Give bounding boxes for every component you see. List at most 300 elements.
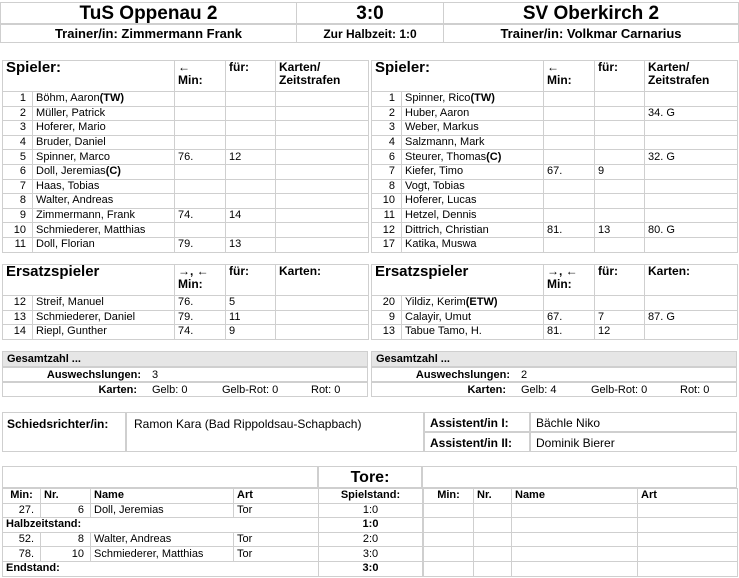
home-subs-count: 3: [152, 369, 159, 381]
cards-label-b: Zeitstrafen: [648, 73, 710, 87]
assistant2-value-cell: [530, 432, 737, 452]
endstand-score: 3:0: [319, 561, 423, 576]
player-name-cell: [402, 223, 544, 238]
player-name-cell: [33, 150, 175, 165]
player-name-cell: [402, 237, 544, 252]
player-number: 12: [3, 296, 33, 311]
player-number: 1: [372, 92, 402, 107]
assistant1-value-cell: [530, 412, 737, 432]
player-sub-for: 14: [226, 208, 276, 223]
player-number: 10: [372, 194, 402, 209]
assistant2-label-cell: [424, 432, 530, 452]
player-sub-minute: [175, 92, 226, 107]
player-card: [276, 194, 369, 209]
player-sub-for: 9: [226, 325, 276, 340]
player-name: Salzmann, Mark: [405, 136, 485, 149]
player-sub-for: [595, 106, 645, 121]
player-row: [3, 208, 369, 223]
player-number: 12: [372, 223, 402, 238]
player-row: [3, 92, 369, 107]
player-sub-minute: [544, 194, 595, 209]
player-sub-minute: 76.: [175, 296, 226, 311]
player-sub-for: [595, 150, 645, 165]
endstand-label: Endstand:: [3, 561, 319, 576]
player-name: Hoferer, Lucas: [405, 194, 477, 207]
player-row: [372, 179, 738, 194]
player-name: Kiefer, Timo: [405, 165, 464, 178]
player-name: Calayir, Umut: [405, 310, 472, 323]
home-trainer: Trainer/in: Zimmermann Frank: [54, 26, 243, 41]
player-sub-for: [226, 164, 276, 179]
goal-name: Walter, Andreas: [91, 532, 234, 547]
player-sub-minute: 76.: [175, 150, 226, 165]
home-yellow-red: Gelb-Rot: 0: [222, 384, 279, 396]
player-card: [276, 310, 369, 325]
away-lineup-table: [371, 60, 738, 253]
player-sub-minute: [175, 164, 226, 179]
player-name: Haas, Tobias: [36, 179, 100, 192]
player-name-cell: [33, 179, 175, 194]
min-arrow: ←: [178, 60, 190, 74]
player-card: [645, 296, 738, 311]
player-name-cell: [33, 208, 175, 223]
goals-name-header: Name: [91, 489, 234, 504]
min-label: Min:: [178, 277, 203, 291]
player-card: [645, 208, 738, 223]
player-card: [645, 194, 738, 209]
cards-label: Karten:: [648, 264, 691, 278]
away-subs-body: [372, 296, 738, 340]
player-row: [372, 310, 738, 325]
player-sub-minute: [175, 194, 226, 209]
player-name-cell: [402, 194, 544, 209]
player-sub-for: 7: [595, 310, 645, 325]
goal-nr: 10: [41, 547, 91, 562]
player-sub-minute: [544, 150, 595, 165]
referee-name: Ramon Kara (Bad Rippoldsau-Schapbach): [134, 417, 362, 431]
home-players-body: [3, 92, 369, 253]
player-sub-for: [595, 208, 645, 223]
player-row: [3, 325, 369, 340]
away-goals-table: [423, 488, 738, 577]
player-sub-minute: [544, 135, 595, 150]
halftime-cell: [296, 24, 444, 43]
final-score: 3:0: [356, 3, 384, 24]
player-card: [276, 121, 369, 136]
player-number: 2: [372, 106, 402, 121]
player-name: Hoferer, Mario: [36, 121, 106, 134]
goal-name: Schmiederer, Matthias: [91, 547, 234, 562]
player-sub-for: [226, 194, 276, 209]
goal-art: Tor: [234, 547, 319, 562]
player-name-cell: [402, 310, 544, 325]
away-cards-label: Karten:: [467, 384, 506, 396]
player-number: 5: [3, 150, 33, 165]
player-number: 8: [372, 179, 402, 194]
player-name-cell: [33, 310, 175, 325]
goal-row: [3, 532, 423, 547]
cards-label: Karten:: [279, 264, 322, 278]
player-sub-minute: [175, 223, 226, 238]
player-name: Dittrich, Christian: [405, 223, 489, 236]
player-sub-for: 12: [226, 150, 276, 165]
assistant1-label-cell: [424, 412, 530, 432]
away-total-label: Gesamtzahl ...: [376, 353, 450, 365]
player-sub-for: [226, 106, 276, 121]
away-players-body: [372, 92, 738, 253]
player-sub-minute: 74.: [175, 208, 226, 223]
player-sub-for: [226, 135, 276, 150]
player-row: [372, 194, 738, 209]
player-card: [645, 121, 738, 136]
player-sub-minute: 79.: [175, 310, 226, 325]
goals-art-header: Art: [234, 489, 319, 504]
goal-min: 27.: [3, 503, 41, 518]
player-card: [276, 296, 369, 311]
player-card: [276, 208, 369, 223]
halftime-score-value: 1:0: [319, 518, 423, 533]
goals-left-blank: [2, 466, 318, 488]
goal-nr: 6: [41, 503, 91, 518]
player-number: 8: [3, 194, 33, 209]
player-sub-minute: [544, 296, 595, 311]
player-card: [276, 106, 369, 121]
away-total-row: [371, 351, 737, 367]
score-cell: [296, 2, 444, 24]
sub-arrow: →, ←: [178, 264, 209, 278]
away-red: Rot: 0: [680, 384, 710, 396]
player-sub-minute: 79.: [175, 237, 226, 252]
for-label: für:: [598, 264, 619, 278]
player-card: 80. G: [645, 223, 738, 238]
home-total-row: [2, 351, 368, 367]
player-row: [372, 325, 738, 340]
home-trainer-cell: [0, 24, 297, 43]
player-sub-for: [226, 179, 276, 194]
player-row: [372, 121, 738, 136]
for-label: für:: [229, 60, 249, 74]
player-name-cell: [402, 325, 544, 340]
player-card: 34. G: [645, 106, 738, 121]
player-name: Vogt, Tobias: [405, 179, 465, 192]
player-sub-for: [226, 92, 276, 107]
away-team-cell: [443, 2, 739, 24]
cards-label-a: Karten/: [279, 60, 321, 74]
cards-label-a: Karten/: [648, 60, 690, 74]
player-role-tag: (TW): [99, 92, 125, 105]
sub-arrow: →, ←: [547, 264, 578, 278]
player-sub-for: [595, 179, 645, 194]
player-name-cell: [402, 150, 544, 165]
halftime-score: Zur Halbzeit: 1:0: [323, 27, 417, 41]
player-name-cell: [33, 296, 175, 311]
home-subs-heading: Ersatzspieler: [6, 264, 100, 280]
player-card: [276, 325, 369, 340]
player-sub-minute: [544, 237, 595, 252]
player-row: [3, 194, 369, 209]
player-row: [372, 150, 738, 165]
player-row: [372, 92, 738, 107]
player-sub-minute: [544, 208, 595, 223]
player-number: 9: [372, 310, 402, 325]
player-name: Böhm, Aaron: [36, 92, 100, 105]
goal-score: 2:0: [319, 532, 423, 547]
player-sub-for: [595, 237, 645, 252]
min-arrow: ←: [547, 60, 559, 74]
goal-min: 52.: [3, 532, 41, 547]
halftime-label: Halbzeitstand:: [3, 518, 319, 533]
player-name: Bruder, Daniel: [36, 136, 106, 149]
goal-art: Tor: [234, 532, 319, 547]
assistant2-label: Assistent/in II:: [430, 436, 513, 450]
player-card: [645, 237, 738, 252]
player-card: [276, 150, 369, 165]
player-sub-for: [595, 194, 645, 209]
goal-row: [3, 547, 423, 562]
away-subs-count: 2: [521, 369, 528, 381]
assistant1-label: Assistent/in I:: [430, 416, 509, 430]
player-sub-minute: 74.: [175, 325, 226, 340]
goal-nr: 8: [41, 532, 91, 547]
home-total-label: Gesamtzahl ...: [7, 353, 81, 365]
away-trainer-cell: [443, 24, 739, 43]
player-row: [372, 223, 738, 238]
away-goals-art-header: Art: [638, 489, 738, 504]
player-row: [3, 106, 369, 121]
player-card: [276, 92, 369, 107]
player-number: 11: [3, 237, 33, 252]
player-name-cell: [402, 179, 544, 194]
player-number: 7: [372, 164, 402, 179]
player-card: [645, 92, 738, 107]
player-sub-minute: 67.: [544, 164, 595, 179]
away-trainer: Trainer/in: Volkmar Carnarius: [500, 26, 682, 41]
player-card: 32. G: [645, 150, 738, 165]
player-number: 2: [3, 106, 33, 121]
player-name-cell: [402, 135, 544, 150]
player-sub-for: 12: [595, 325, 645, 340]
home-cards-label: Karten:: [98, 384, 137, 396]
player-name: Huber, Aaron: [405, 106, 470, 119]
player-name: Streif, Manuel: [36, 296, 104, 309]
goal-row: [3, 503, 423, 518]
player-name-cell: [33, 135, 175, 150]
player-row: [372, 296, 738, 311]
goal-score: 3:0: [319, 547, 423, 562]
player-row: [372, 135, 738, 150]
player-name: Doll, Florian: [36, 238, 95, 251]
player-sub-minute: 81.: [544, 325, 595, 340]
player-name: Riepl, Gunther: [36, 325, 107, 338]
player-name-cell: [33, 325, 175, 340]
away-goals-name-header: Name: [512, 489, 638, 504]
player-card: [276, 223, 369, 238]
player-name: Spinner, Marco: [36, 150, 110, 163]
player-name-cell: [33, 223, 175, 238]
away-cards-row: [371, 382, 737, 397]
player-name: Steurer, Thomas: [405, 150, 487, 163]
player-name-cell: [33, 164, 175, 179]
away-goals-min-header: Min:: [424, 489, 474, 504]
player-sub-minute: [175, 121, 226, 136]
player-number: 9: [3, 208, 33, 223]
player-row: [372, 164, 738, 179]
player-row: [372, 208, 738, 223]
player-row: [3, 150, 369, 165]
player-name-cell: [402, 121, 544, 136]
player-name: Schmiederer, Matthias: [36, 223, 146, 236]
min-label: Min:: [547, 277, 572, 291]
goals-score-header: Spielstand:: [319, 489, 423, 504]
away-subs-heading: Ersatzspieler: [375, 264, 469, 280]
goals-min-header: Min:: [3, 489, 41, 504]
home-yellow: Gelb: 0: [152, 384, 188, 396]
player-name: Hetzel, Dennis: [405, 209, 477, 222]
home-red: Rot: 0: [311, 384, 341, 396]
player-card: [645, 135, 738, 150]
player-role-tag: (ETW): [465, 296, 498, 309]
away-subs-table: [371, 264, 738, 340]
cards-label-b: Zeitstrafen: [279, 73, 341, 87]
player-name-cell: [33, 92, 175, 107]
goals-right-blank: [422, 466, 737, 488]
player-name-cell: [33, 194, 175, 209]
player-name: Katika, Muswa: [405, 238, 477, 251]
for-label: für:: [229, 264, 250, 278]
player-card: [645, 164, 738, 179]
player-number: 10: [3, 223, 33, 238]
player-role-tag: (C): [486, 150, 502, 163]
player-sub-minute: [544, 92, 595, 107]
player-row: [3, 237, 369, 252]
player-sub-minute: [544, 106, 595, 121]
away-subs-count-row: [371, 367, 737, 382]
player-number: 3: [3, 121, 33, 136]
player-sub-for: [226, 121, 276, 136]
home-subs-count-label: Auswechslungen:: [46, 369, 141, 381]
player-card: [276, 179, 369, 194]
player-number: 14: [3, 325, 33, 340]
player-number: 6: [372, 150, 402, 165]
referee-label: Schiedsrichter/in:: [7, 417, 109, 431]
player-number: 11: [372, 208, 402, 223]
assistant1-name: Bächle Niko: [536, 416, 601, 430]
player-sub-minute: [544, 121, 595, 136]
player-row: [3, 310, 369, 325]
home-team-cell: [0, 2, 297, 24]
away-subs-count-label: Auswechslungen:: [415, 369, 510, 381]
player-role-tag: (TW): [470, 92, 495, 105]
player-number: 20: [372, 296, 402, 311]
player-sub-minute: [175, 179, 226, 194]
home-team-name: TuS Oppenau 2: [79, 3, 218, 24]
home-subs-count-row: [2, 367, 368, 382]
away-team-name: SV Oberkirch 2: [522, 3, 660, 24]
goal-name: Doll, Jeremias: [91, 503, 234, 518]
player-sub-minute: [175, 106, 226, 121]
player-number: 7: [3, 179, 33, 194]
player-row: [3, 164, 369, 179]
player-sub-minute: [544, 179, 595, 194]
player-number: 6: [3, 164, 33, 179]
player-number: 3: [372, 121, 402, 136]
player-row: [3, 223, 369, 238]
player-card: [645, 179, 738, 194]
player-row: [3, 296, 369, 311]
player-number: 4: [3, 135, 33, 150]
player-sub-for: 11: [226, 310, 276, 325]
goals-nr-header: Nr.: [41, 489, 91, 504]
player-name: Yildiz, Kerim: [405, 296, 466, 309]
player-sub-minute: 81.: [544, 223, 595, 238]
player-sub-for: [595, 121, 645, 136]
player-sub-for: 5: [226, 296, 276, 311]
player-number: 4: [372, 135, 402, 150]
home-subs-table: [2, 264, 369, 340]
player-role-tag: (C): [105, 165, 121, 178]
player-name: Doll, Jeremias: [36, 165, 106, 178]
player-name-cell: [33, 121, 175, 136]
player-sub-minute: 67.: [544, 310, 595, 325]
player-name: Müller, Patrick: [36, 106, 106, 119]
player-name-cell: [402, 92, 544, 107]
player-card: [276, 135, 369, 150]
away-yellow-red: Gelb-Rot: 0: [591, 384, 648, 396]
home-players-heading: Spieler:: [6, 60, 62, 76]
goals-title-cell: [318, 466, 422, 488]
player-name-cell: [402, 208, 544, 223]
player-sub-for: 13: [595, 223, 645, 238]
player-row: [3, 179, 369, 194]
player-name-cell: [402, 164, 544, 179]
player-card: [276, 237, 369, 252]
home-lineup-table: [2, 60, 369, 253]
player-sub-minute: [175, 135, 226, 150]
player-number: 17: [372, 237, 402, 252]
player-row: [3, 121, 369, 136]
player-name-cell: [33, 237, 175, 252]
player-number: 1: [3, 92, 33, 107]
for-label: für:: [598, 60, 618, 74]
min-label: Min:: [178, 73, 203, 87]
player-name: Schmiederer, Daniel: [36, 310, 136, 323]
away-yellow: Gelb: 4: [521, 384, 557, 396]
player-sub-for: 9: [595, 164, 645, 179]
player-row: [372, 237, 738, 252]
player-card: 87. G: [645, 310, 738, 325]
away-players-heading: Spieler:: [375, 60, 431, 76]
player-sub-for: 13: [226, 237, 276, 252]
goal-min: 78.: [3, 547, 41, 562]
player-name-cell: [402, 296, 544, 311]
player-row: [372, 106, 738, 121]
goals-table: [2, 488, 423, 577]
home-subs-body: [3, 296, 369, 340]
player-number: 13: [3, 310, 33, 325]
player-card: [645, 325, 738, 340]
min-label: Min:: [547, 73, 572, 87]
assistant2-name: Dominik Bierer: [536, 436, 615, 450]
player-sub-for: [226, 223, 276, 238]
player-row: [3, 135, 369, 150]
player-name: Tabue Tamo, H.: [405, 325, 482, 338]
goal-art: Tor: [234, 503, 319, 518]
player-name: Weber, Markus: [405, 121, 479, 134]
home-cards-row: [2, 382, 368, 397]
player-name-cell: [402, 106, 544, 121]
referee-value-cell: [126, 412, 424, 452]
away-goals-nr-header: Nr.: [474, 489, 512, 504]
